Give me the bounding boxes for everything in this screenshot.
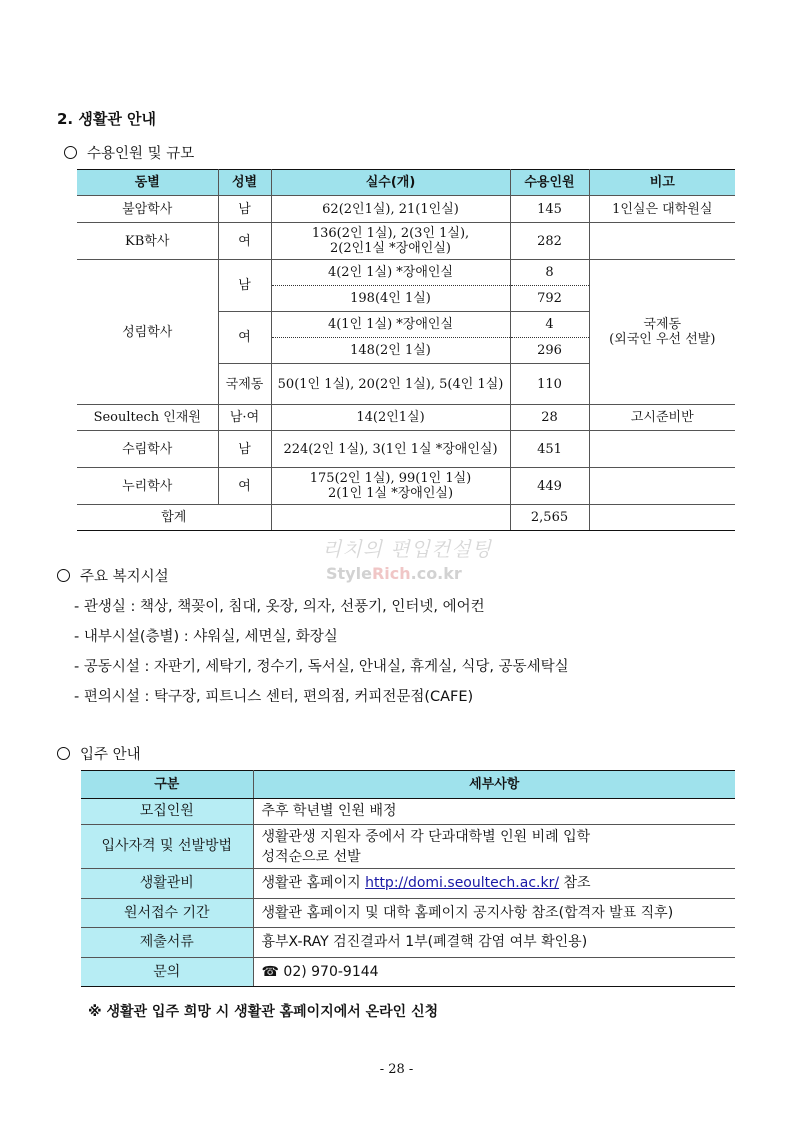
total-capacity: 2,565: [510, 505, 589, 531]
note-cell: [589, 468, 735, 505]
col-header: 동별: [77, 170, 218, 196]
row-label: 입사자격 및 선발방법: [81, 825, 253, 869]
dorm-name: Seoultech 인재원: [77, 405, 218, 431]
dorm-name: 누리학사: [77, 468, 218, 505]
gender-cell: 남: [218, 196, 271, 223]
capacity-heading: 수용인원 및 규모: [64, 142, 194, 163]
capacity-table: [77, 169, 735, 531]
watermark-text: 리치의 편입컨설팅: [322, 537, 492, 561]
gender-cell: 국제동: [218, 364, 271, 405]
col-header: 비고: [589, 170, 735, 196]
admission-heading: 입주 안내: [57, 743, 141, 764]
note-cell: 1인실은 대학원실: [589, 196, 735, 223]
admission-table: [81, 770, 735, 987]
application-note: ※ 생활관 입주 희망 시 생활관 홈페이지에서 온라인 신청: [88, 1004, 439, 1020]
phone-icon: ☎: [261, 963, 279, 980]
row-value: 생활관 홈페이지 및 대학 홈페이지 공지사항 참조(합격자 발표 직후): [253, 899, 735, 928]
row-value: ☎ 02) 970-9144: [253, 958, 735, 987]
rooms-cell: 4(2인 1실) *장애인실: [271, 260, 510, 286]
table-row: [77, 223, 735, 260]
col-header: 성별: [218, 170, 271, 196]
dorm-name: 수림학사: [77, 431, 218, 468]
table-row: [77, 468, 735, 505]
rooms-cell: 224(2인 1실), 3(1인 1실 *장애인실): [271, 431, 510, 468]
welfare-heading: 주요 복지시설: [57, 565, 169, 586]
table-row: [81, 928, 735, 958]
capacity-cell: 4: [510, 312, 589, 338]
dorm-name: 성림학사: [77, 260, 218, 405]
row-value: 생활관생 지원자 중에서 각 단과대학별 인원 비례 입학 성적순으로 선발: [253, 825, 735, 869]
gender-cell: 남·여: [218, 405, 271, 431]
capacity-cell: 449: [510, 468, 589, 505]
rooms-cell: 4(1인 1실) *장애인실: [271, 312, 510, 338]
capacity-cell: 451: [510, 431, 589, 468]
capacity-cell: 792: [510, 286, 589, 312]
table-row: [77, 405, 735, 431]
col-header: 실수(개): [271, 170, 510, 196]
row-label: 제출서류: [81, 928, 253, 958]
table-row: [81, 869, 735, 899]
capacity-cell: 8: [510, 260, 589, 286]
row-value: 생활관 홈페이지 http://domi.seoultech.ac.kr/ 참조: [253, 869, 735, 899]
capacity-cell: 296: [510, 338, 589, 364]
table-row: [81, 958, 735, 987]
note-cell: [589, 431, 735, 468]
table-row: [77, 196, 735, 223]
rooms-cell: 62(2인1실), 21(1인실): [271, 196, 510, 223]
col-header: 세부사항: [253, 771, 735, 799]
total-label: 합계: [77, 505, 271, 531]
list-item: - 관생실 : 책상, 책꽂이, 침대, 옷장, 의자, 선풍기, 인터넷, 에어컨: [74, 599, 485, 615]
dorm-name: KB학사: [77, 223, 218, 260]
row-label: 모집인원: [81, 799, 253, 825]
list-item: - 내부시설(층별) : 샤워실, 세면실, 화장실: [74, 629, 338, 645]
circle-bullet-icon: [57, 747, 70, 760]
rooms-cell: 198(4인 1실): [271, 286, 510, 312]
capacity-cell: 110: [510, 364, 589, 405]
row-label: 생활관비: [81, 869, 253, 899]
note-cell: 고시준비반: [589, 405, 735, 431]
row-value: 흉부X-RAY 검진결과서 1부(폐결핵 감염 여부 확인용): [253, 928, 735, 958]
gender-cell: 여: [218, 223, 271, 260]
table-row: [81, 899, 735, 928]
circle-bullet-icon: [64, 146, 77, 159]
rooms-cell: 14(2인1실): [271, 405, 510, 431]
table-row: [77, 260, 735, 286]
gender-cell: 여: [218, 312, 271, 364]
total-row: [77, 505, 735, 531]
rooms-cell: [271, 505, 510, 531]
list-item: - 편의시설 : 탁구장, 피트니스 센터, 편의점, 커피전문점(CAFE): [74, 689, 474, 705]
note-cell: [589, 505, 735, 531]
row-label: 원서접수 기간: [81, 899, 253, 928]
row-value: 추후 학년별 인원 배정: [253, 799, 735, 825]
section-title: 2. 생활관 안내: [57, 110, 157, 128]
watermark-url: StyleRich.co.kr: [326, 564, 462, 583]
table-row: [81, 825, 735, 869]
circle-bullet-icon: [57, 569, 70, 582]
homepage-link[interactable]: http://domi.seoultech.ac.kr/: [365, 875, 560, 891]
gender-cell: 남: [218, 431, 271, 468]
col-header: 구분: [81, 771, 253, 799]
rooms-cell: 175(2인 1실), 99(1인 1실) 2(1인 1실 *장애인실): [271, 468, 510, 505]
rooms-cell: 136(2인 1실), 2(3인 1실), 2(2인1실 *장애인실): [271, 223, 510, 260]
capacity-cell: 145: [510, 196, 589, 223]
capacity-cell: 282: [510, 223, 589, 260]
col-header: 수용인원: [510, 170, 589, 196]
capacity-cell: 28: [510, 405, 589, 431]
gender-cell: 남: [218, 260, 271, 312]
note-cell: 국제동 (외국인 우선 선발): [589, 260, 735, 405]
note-cell: [589, 223, 735, 260]
rooms-cell: 50(1인 1실), 20(2인 1실), 5(4인 1실): [271, 364, 510, 405]
gender-cell: 여: [218, 468, 271, 505]
table-row: [81, 799, 735, 825]
dorm-name: 불암학사: [77, 196, 218, 223]
table-row: [77, 431, 735, 468]
page-number: - 28 -: [379, 1062, 414, 1077]
table-header-row: [77, 170, 735, 196]
rooms-cell: 148(2인 1실): [271, 338, 510, 364]
row-label: 문의: [81, 958, 253, 987]
list-item: - 공동시설 : 자판기, 세탁기, 정수기, 독서실, 안내실, 휴게실, 식당, 공동세탁실: [74, 659, 569, 675]
table-header-row: [81, 771, 735, 799]
